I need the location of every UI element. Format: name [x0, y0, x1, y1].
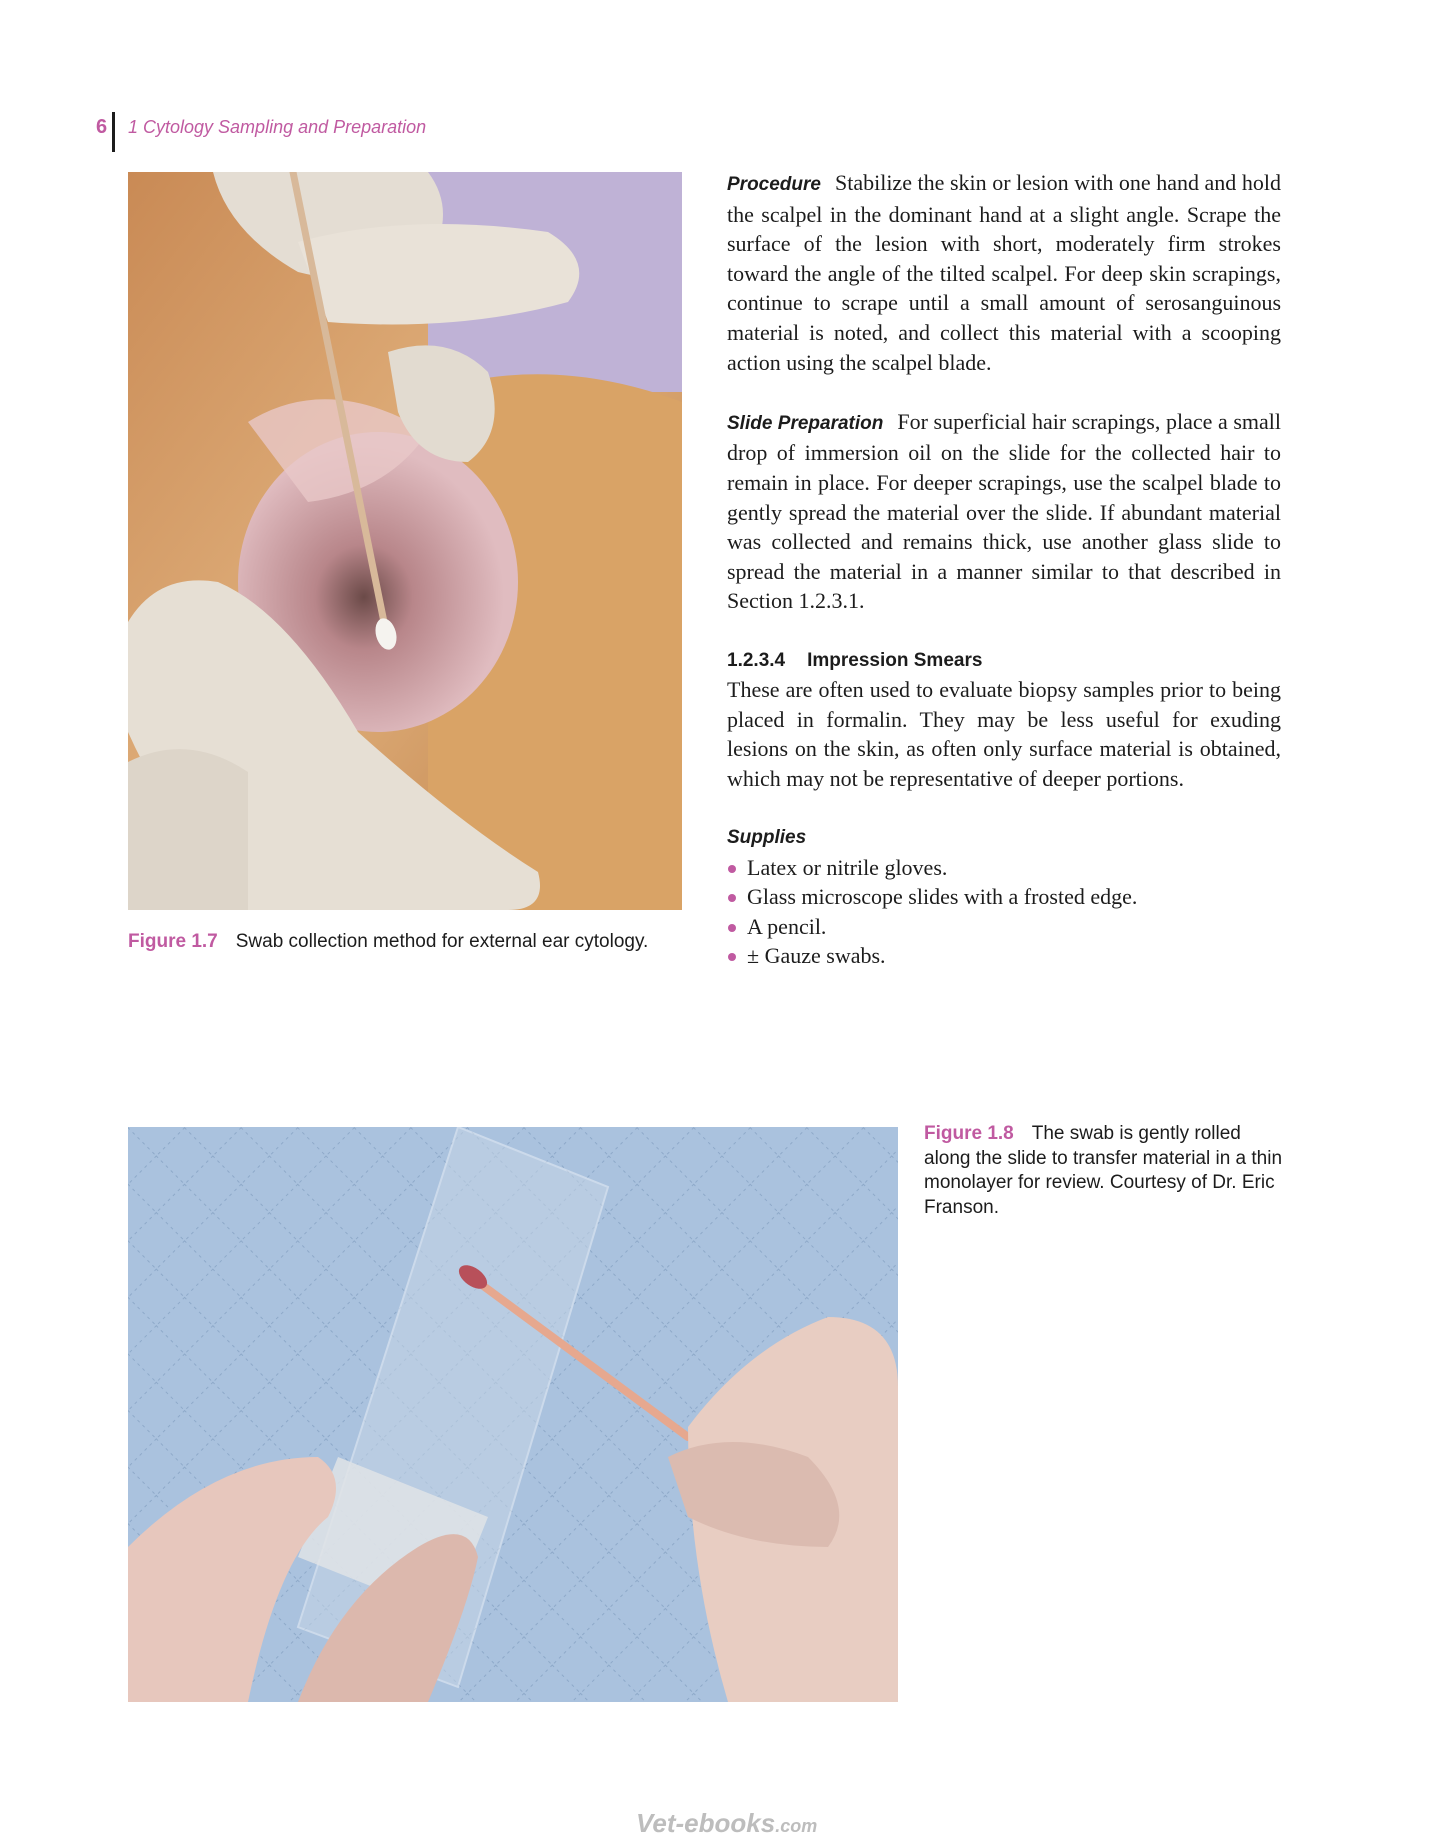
supplies-heading: Supplies [727, 827, 807, 849]
figure-1-7-image [128, 172, 682, 910]
slide-swab-photo [128, 1127, 898, 1702]
figure-1-8-caption-text: The swab is gently rolled along the slide to transfer material in a thin monolayer for review. Courtesy of Dr. Eric Franson. [924, 1123, 1283, 1218]
list-item: ± Gauze swabs. [727, 941, 1281, 971]
section-title: Impression Smears [807, 649, 983, 671]
figure-1-7-caption [128, 929, 688, 955]
list-item: Glass microscope slides with a frosted edge. [727, 882, 1281, 912]
bullet-icon [728, 924, 736, 932]
body-column [727, 168, 1281, 971]
list-item: Latex or nitrile gloves. [727, 853, 1281, 883]
procedure-heading: Procedure [727, 174, 821, 195]
bullet-icon [728, 865, 736, 873]
watermark-logo: Vet-ebooks.com [636, 1808, 818, 1838]
figure-1-8-image [128, 1127, 898, 1702]
chapter-title: 1 Cytology Sampling and Preparation [128, 117, 427, 137]
running-head-divider [112, 112, 115, 152]
ear-swab-photo [128, 172, 682, 910]
bullet-icon [728, 953, 736, 961]
slide-preparation-text: For superficial hair scrapings, place a small drop of immersion oil on the slide for the collected hair to remain in place. For deeper scrapings, use the scalpel blade to gently spread the material over the slide. If abundant material was collected and remains thick, use another glass slide to spread the material in a manner similar to that described in Section 1.2.3.1. [727, 408, 1281, 614]
procedure-paragraph [727, 168, 1281, 377]
figure-1-8-caption [924, 1122, 1284, 1220]
page-number: 6 [96, 116, 108, 138]
figure-1-7-caption-text: Swab collection method for external ear cytology. [235, 931, 649, 952]
slide-preparation-paragraph [727, 407, 1281, 616]
supplies-list [727, 853, 1281, 971]
figure-1-8-label: Figure 1.8 [924, 1123, 1014, 1144]
section-number: 1.2.3.4 [727, 649, 786, 671]
procedure-text: Stabilize the skin or lesion with one hand and hold the scalpel in the dominant hand at a slight angle. Scrape the surface of the lesion with short, moderately firm strokes toward the angle of the tilted scalpel. For deep skin scrapings, continue to scrape until a small amount of serosanguinous material is noted, and collect this material with a scooping action using the scalpel blade. [727, 170, 1281, 375]
figure-1-7-label: Figure 1.7 [128, 931, 218, 952]
bullet-icon [728, 894, 736, 902]
section-paragraph: These are often used to evaluate biopsy samples prior to being placed in formalin. They may be less useful for exuding lesions on the skin, as often only surface material is obtained, which may not be representative of deeper portions. [727, 677, 1281, 791]
slide-preparation-heading: Slide Preparation [727, 412, 884, 434]
list-item: A pencil. [727, 912, 1281, 942]
section-heading [727, 646, 1281, 676]
